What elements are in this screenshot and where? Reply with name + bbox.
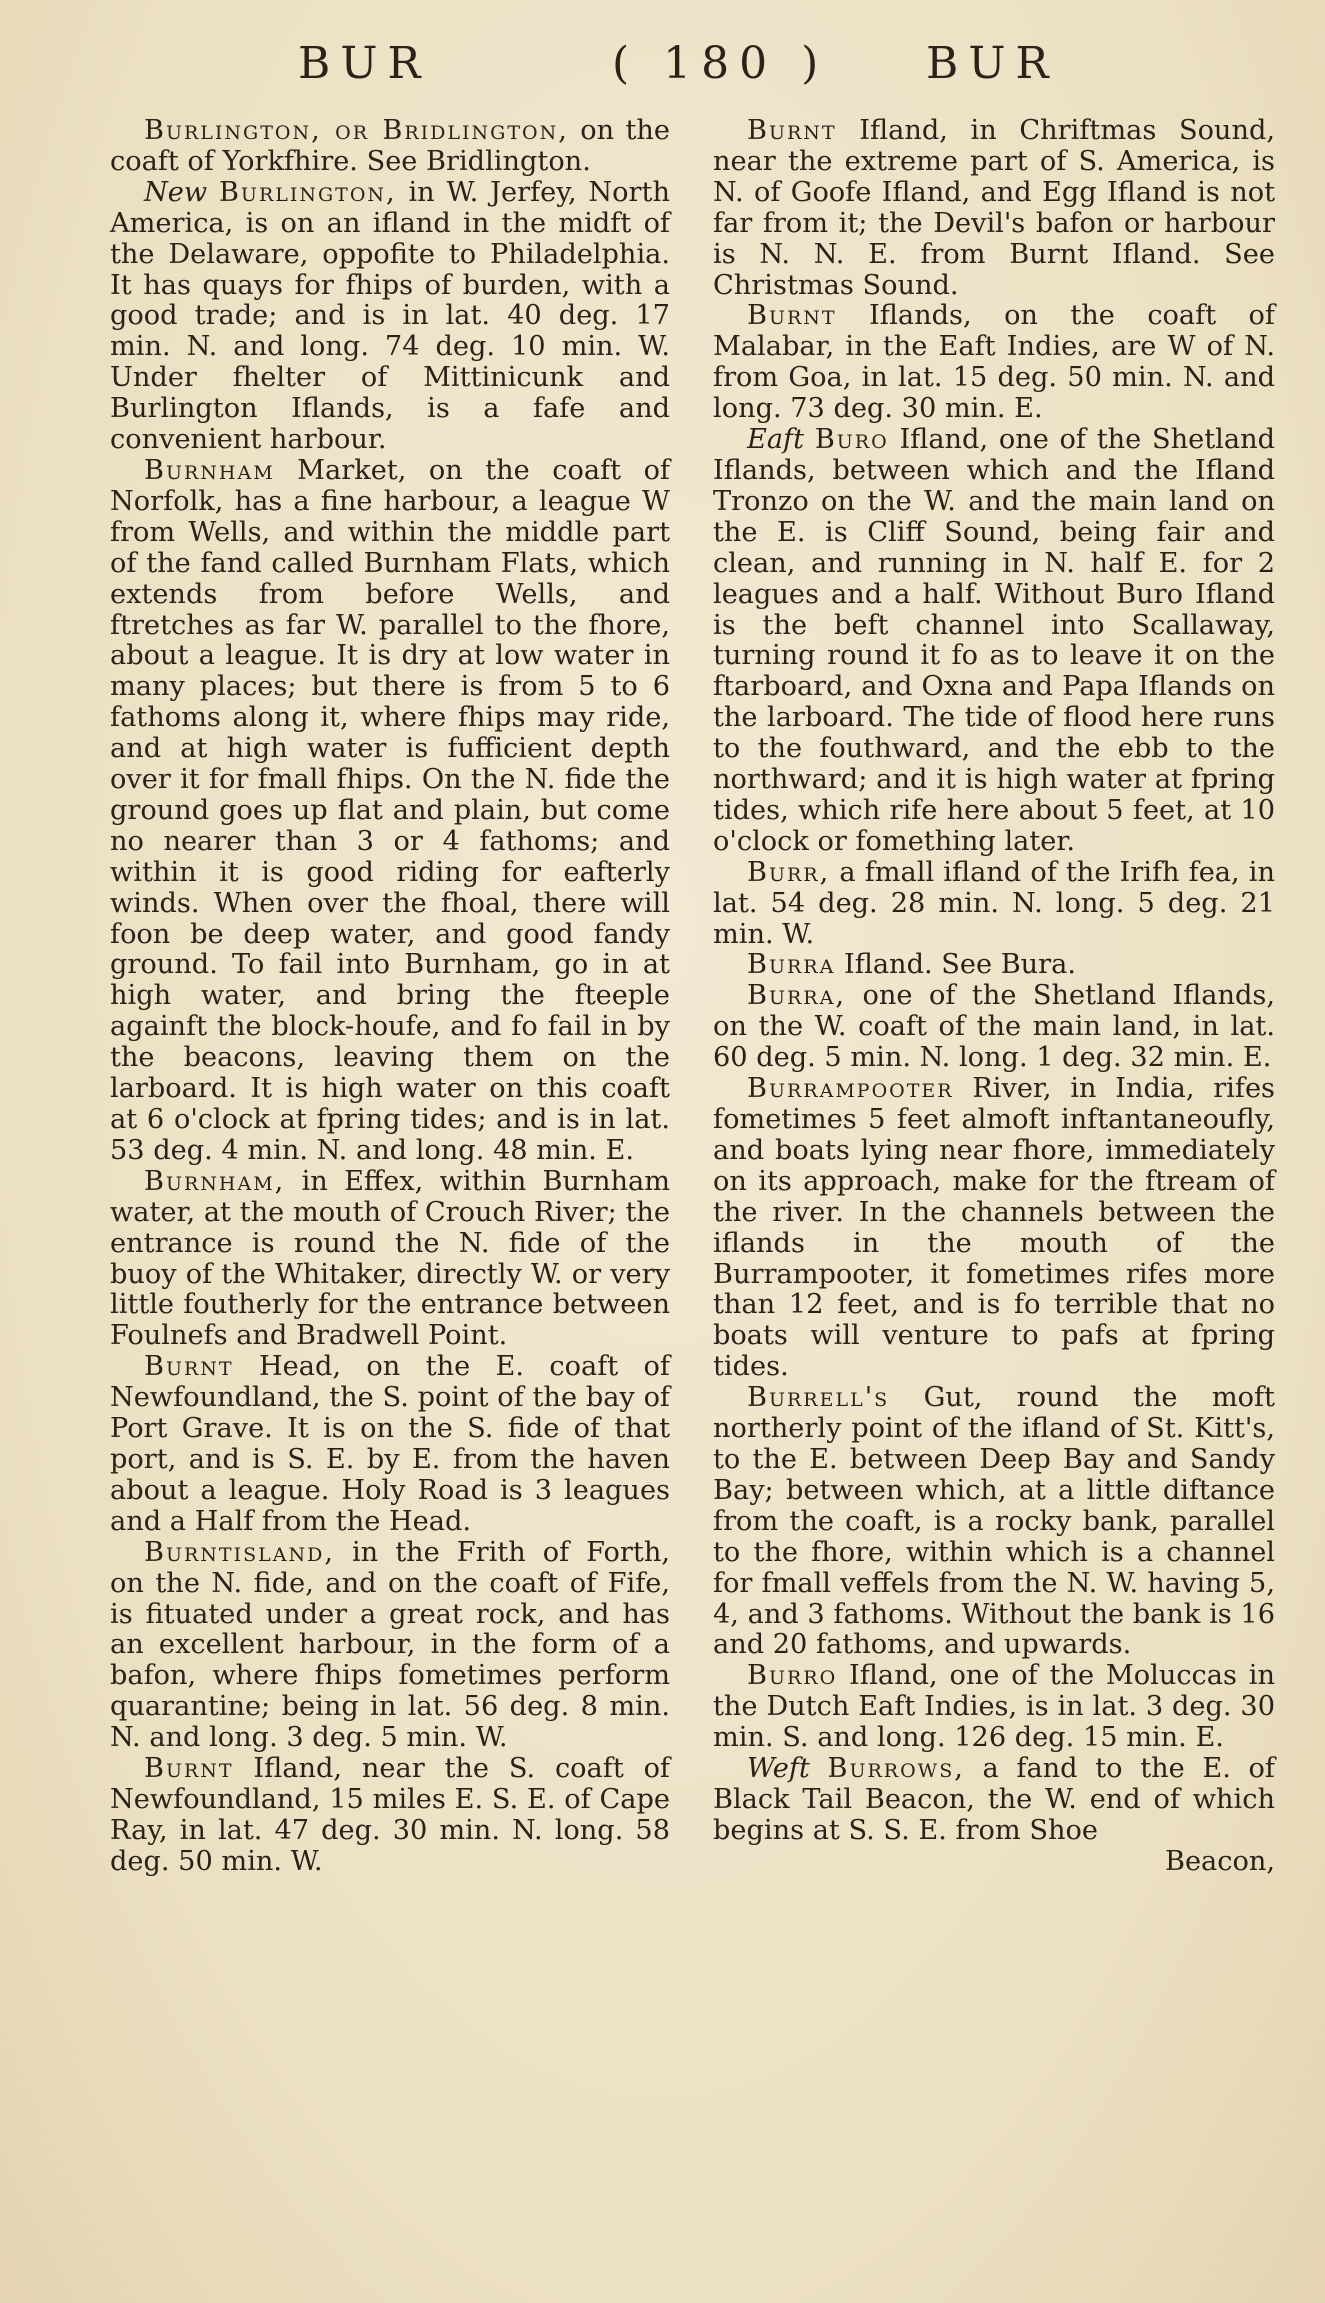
entry-headword: Buro bbox=[814, 424, 889, 456]
entry-headword: Burnt bbox=[747, 300, 837, 332]
gazetteer-entry bbox=[110, 1352, 670, 1537]
entry-text: Ifland, one of the Shetland Iflands, between which and the Ifland Tronzo on the W. and the main land on the E. is Cliff Sound, being fair and clean, and running in N. half E. for 2 leagues and a half. Without Buro Ifland is the beft channel into Scallaway, turning round it fo as to leave it on the ftarboard, and Oxna and Papa Iflands on the larboard. The tide of flood here runs to the fouthward, and the ebb to the northward; and it is high water at fpring tides, which rife here about 5 feet, at 10 o'clock or fomething later. bbox=[713, 424, 1275, 857]
gazetteer-entry bbox=[713, 1661, 1275, 1754]
entry-headword: Burlington, or Bridlington, bbox=[144, 115, 569, 146]
entry-headword: Burlington, bbox=[218, 176, 397, 208]
entry-prefix: Eaft bbox=[747, 424, 805, 456]
entry-headword: Burrell's bbox=[747, 1382, 890, 1414]
gazetteer-entry bbox=[713, 1754, 1275, 1847]
gazetteer-entry bbox=[713, 950, 1275, 981]
left-column bbox=[110, 116, 670, 1878]
catchword: Beacon, bbox=[1164, 1845, 1275, 1877]
entry-text: in the Frith of Forth, on the N. fide, and on the coaft of Fife, is fituated under a great rock, and has an excellent harbour, in the form of a bafon, where fhips fometimes perform quarantine; being in lat. 56 deg. 8 min. N. and long. 3 deg. 5 min. W. bbox=[110, 1536, 670, 1754]
gazetteer-entry bbox=[110, 456, 670, 1167]
entry-text: Ifland, in Chriftmas Sound, near the extreme part of S. America, is N. of Goofe Ifland, and Egg Ifland is not far from it; the Devil's bafon or harbour is N. N. E. from Burnt Ifland. See Christmas Sound. bbox=[713, 115, 1275, 301]
entry-text: Gut, round the moft northerly point of the ifland of St. Kitt's, to the E. between Deep Bay and Sandy Bay; between which, at a little diftance from the coaft, is a rocky bank, parallel to the fhore, within which is a channel for fmall veffels from the N. W. having 5, 4, and 3 fathoms. Without the bank is 16 and 20 fathoms, and upwards. bbox=[713, 1382, 1275, 1661]
entry-headword: Burra, bbox=[747, 980, 846, 1012]
entry-text: in W. Jerfey, North America, is on an ifland in the midft of the Delaware, oppofite to Philadelphia. It has quays for fhips of burden, with a good trade; and is in lat. 40 deg. 17 min. N. and long. 74 deg. 10 min. W. Under fhelter of Mittinicunk and Burlington Iflands, is a fafe and convenient harbour. bbox=[110, 176, 670, 456]
gazetteer-entry bbox=[110, 1754, 670, 1878]
entry-text: on the coaft of Yorkfhire. See Bridlington. bbox=[110, 115, 670, 177]
header-right: BUR bbox=[926, 38, 1059, 89]
entry-headword: Burnt bbox=[144, 1351, 234, 1383]
entry-text: Head, on the E. coaft of Newfoundland, the S. point of the bay of Port Grave. It is on the S. fide of that port, and is S. E. by E. from the haven about a league. Holy Road is 3 leagues and a Half from the Head. bbox=[110, 1351, 670, 1537]
entry-text: Market, on the coaft of Norfolk, has a fine harbour, a league W from Wells, and within the middle part of the fand called Burnham Flats, which extends from before Wells, and ftretches as far W. parallel to the fhore, about a league. It is dry at low water in many places; but there is from 5 to 6 fathoms along it, where fhips may ride, and at high water is fufficient depth over it for fmall fhips. On the N. fide the ground goes up flat and plain, but come no nearer than 3 or 4 fathoms; and within it is good riding for eafterly winds. When over the fhoal, there will foon be deep water, and good fandy ground. To fail into Burnham, go in at high water, and bring the fteeple againft the block-houfe, and fo fail in by the beacons, leaving them on the larboard. It is high water on this coaft at 6 o'clock at fpring tides; and is in lat. 53 deg. 4 min. N. and long. 48 min. E. bbox=[110, 454, 670, 1166]
entry-headword: Burrows, bbox=[827, 1753, 965, 1785]
gazetteer-entry bbox=[713, 1074, 1275, 1383]
entry-text: in Effex, within Burnham water, at the mouth of Crouch River; the entrance is round the N. fide of the buoy of the Whitaker, directly W. or very little foutherly for the entrance between Foulnefs and Bradwell Point. bbox=[110, 1165, 670, 1352]
entry-headword: Burrampooter bbox=[747, 1073, 954, 1105]
running-header bbox=[0, 38, 1325, 98]
entry-headword: Burro bbox=[747, 1660, 838, 1692]
entry-text: Iflands, on the coaft of Malabar, in the Eaft Indies, are W of N. from Goa, in lat. 15 deg. 50 min. N. and long. 73 deg. 30 min. E. bbox=[713, 300, 1275, 425]
gazetteer-entry bbox=[110, 178, 670, 456]
gazetteer-entry bbox=[110, 1167, 670, 1352]
entry-text: Ifland, near the S. coaft of Newfoundland, 15 miles E. S. E. of Cape Ray, in lat. 47 deg. 30 min. N. long. 58 deg. 50 min. W. bbox=[110, 1753, 670, 1877]
gazetteer-entry bbox=[110, 1538, 670, 1754]
page-number: ( 180 ) bbox=[612, 38, 829, 89]
entry-prefix: New bbox=[144, 176, 208, 208]
gazetteer-entry bbox=[713, 425, 1275, 858]
entry-text: River, in India, rifes fometimes 5 feet almoft inftantaneoufly, and boats lying near fhore, immediately on its approach, make for the ftream of the river. In the channels between the iflands in the mouth of the Burrampooter, it fometimes rifes more than 12 feet, and is fo terrible that no boats will venture to pafs at fpring tides. bbox=[713, 1073, 1275, 1383]
entry-text: Ifland, one of the Moluccas in the Dutch Eaft Indies, is in lat. 3 deg. 30 min. S. and long. 126 deg. 15 min. E. bbox=[713, 1660, 1275, 1754]
gazetteer-entry bbox=[713, 858, 1275, 951]
entry-headword: Burnt bbox=[747, 115, 837, 146]
entry-headword: Burntisland, bbox=[144, 1536, 335, 1568]
entry-text: one of the Shetland Iflands, on the W. coaft of the main land, in lat. 60 deg. 5 min. N. long. 1 deg. 32 min. E. bbox=[713, 980, 1275, 1074]
entry-headword: Burr, bbox=[747, 856, 831, 888]
gazetteer-entry bbox=[713, 1383, 1275, 1661]
right-column bbox=[713, 116, 1275, 1878]
header-left: BUR bbox=[298, 38, 431, 89]
entry-prefix: Weft bbox=[747, 1753, 810, 1785]
entry-text: a fand to the E. of Black Tail Beacon, the W. end of which begins at S. S. E. from Shoe bbox=[713, 1753, 1275, 1846]
gazetteer-entry bbox=[713, 116, 1275, 301]
entry-headword: Burnham bbox=[144, 454, 275, 486]
gazetteer-entry bbox=[713, 301, 1275, 425]
entry-headword: Burnt bbox=[144, 1753, 234, 1785]
entry-headword: Burnham, bbox=[144, 1165, 286, 1197]
gazetteer-entry bbox=[713, 981, 1275, 1074]
entry-text: Ifland. See Bura. bbox=[835, 949, 1077, 981]
entry-headword: Burra bbox=[747, 949, 836, 981]
gazetteer-entry bbox=[110, 116, 670, 178]
entry-text: a fmall ifland of the Irifh fea, in lat. 54 deg. 28 min. N. long. 5 deg. 21 min. W. bbox=[713, 856, 1275, 950]
